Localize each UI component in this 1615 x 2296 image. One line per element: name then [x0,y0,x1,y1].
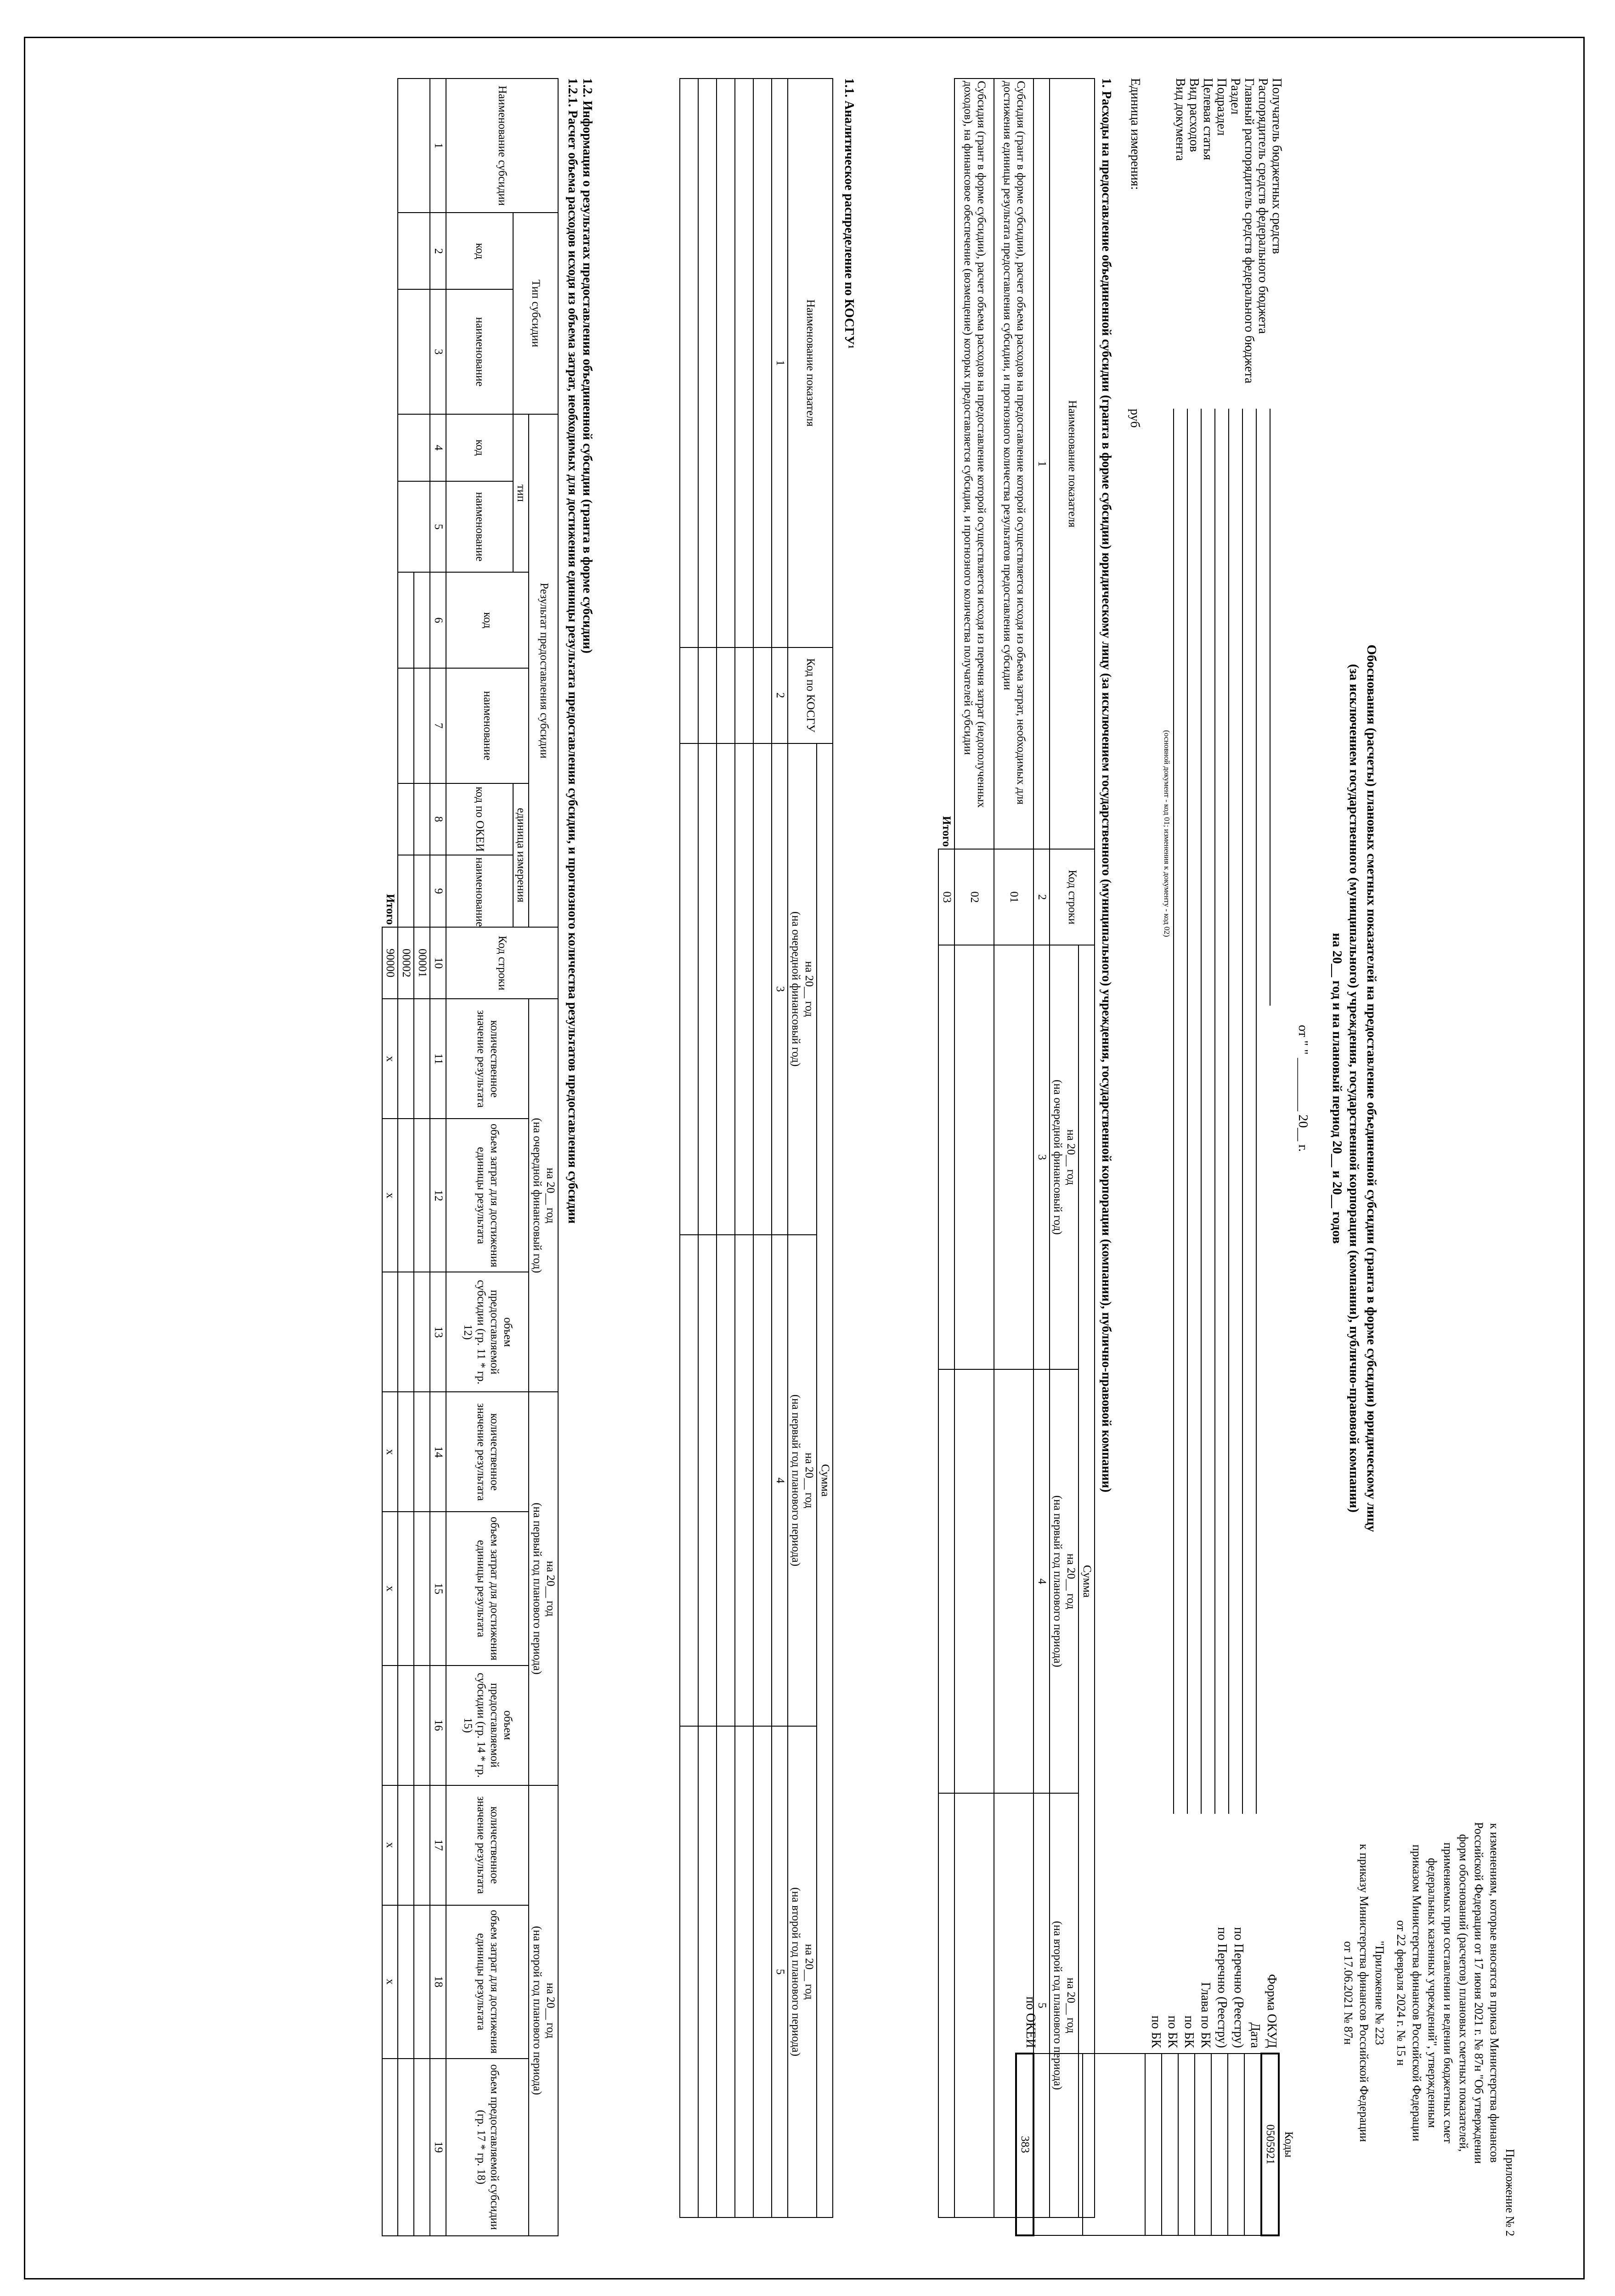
header-line: приказом Министерства финансов Российской Федерации [1410,1844,1424,2142]
s1-y3-sub: (на второй год планового периода) [1051,1921,1064,2090]
code-label: Глава по БК [1198,1982,1213,2048]
s12-header-cost1: объем затрат для достижения единицы результата [446,1119,529,1272]
codes-header: Коды [1282,2131,1295,2158]
s12-total-label: Итого [384,894,396,925]
field-unit: Единица измерения: [1128,78,1142,190]
header-line: Российской Федерации от 17 июня 2021 г. № 87н "Об утверждении [1472,1822,1486,2164]
title-line-3: на 20__ год и на плановый период 20__ и 20__ годов [1329,933,1344,1244]
s1-colnum: 3 [1033,945,1050,1369]
s12-cell [398,79,430,213]
s12-colnum: 18 [430,1905,446,2059]
s11-cell [698,1235,717,1726]
s12-cell [398,855,414,927]
field-line [1270,409,1271,1006]
s12-colnum: 6 [430,572,446,668]
s12-cell [414,1666,430,1785]
code-okei: 383 [1016,2054,1033,2235]
header-line: Приложение № 2 [1503,2149,1517,2236]
s1-cell [954,1369,994,1794]
s12-colnum: 10 [430,927,446,999]
s12-colnum: 4 [430,414,446,481]
s11-cell [680,647,698,743]
s11-cell [680,1726,698,2217]
title-line-1: Обоснования (расчеты) плановых сметных показателей на предоставление объединенной субсидии (гранта в форме субсидии) юридическому лицу [1364,644,1379,1532]
title-line-2: (за исключением государственного (муниципального) учреждения, государственной корпорации (компании), публично-правовой компании) [1347,664,1362,1513]
s1-cell [938,1793,954,2217]
section-1-2-table [382,78,559,2236]
s12-header-line: Код строки [446,927,558,999]
s12-y1-sub: (на очередной финансовый год) [531,1118,544,1273]
appendix-line: "Приложение № 223 [1372,1941,1386,2045]
s12-header-y3 [529,1785,559,2236]
s1-y3-label: на 20__ год [1065,1977,1078,2033]
field-document-type: Вид документа [1173,78,1187,161]
s11-cell [717,743,735,1235]
s11-header-y3 [788,1726,817,2217]
code-cell [1162,2054,1178,2235]
s1-cell [994,945,1033,1369]
header-line: к изменениям, которые вносятся в приказ Министерства финансов [1488,1823,1502,2163]
s12-header-y1 [529,999,559,1392]
field-line [1228,409,1229,1814]
s1-cell [938,945,954,1369]
code-cell [1228,2054,1244,2235]
s1-y1-label: на 20__ год [1065,1129,1078,1185]
s12-header-okei: код по ОКЕИ [446,783,513,855]
s11-y1-label: на 20__ год [803,961,816,1017]
s11-cell [698,647,717,743]
s12-cell [398,289,430,414]
s12-colnum: 17 [430,1785,446,1905]
code-label: Форма ОКУД [1265,1974,1279,2048]
s11-y3-sub: (на второй год планового периода) [790,1887,802,2056]
code-label: по Перечню (Реестру) [1215,1927,1229,2048]
field-target-article: Целевая статья [1201,78,1215,160]
s11-y2-sub: (на первый год планового периода) [790,1394,802,1567]
field-blank [1142,78,1173,383]
s12-header-vol1: объем предоставляемой субсидии (гр. 11 * гр. 12) [446,1272,529,1392]
s12-colnum: 9 [430,855,446,927]
section-1-2-title: 1.2. Информация о результатах предоставления объединенной субсидии (гранта в форме субсидии) [580,78,594,653]
s11-cell [717,1235,735,1726]
s12-colnum: 19 [430,2059,446,2236]
s11-cell [735,743,753,1235]
s12-x: x [382,1392,398,1512]
s12-colnum: 13 [430,1272,446,1392]
header-line: федеральных казенных учреждений", утвержденным [1426,1858,1440,2128]
s12-cell [398,1119,414,1272]
s12-cell [398,414,430,481]
s12-header-unit: единица измерения [513,783,529,927]
s11-cell [698,743,717,1235]
s12-colnum: 5 [430,481,446,572]
s12-cell [398,1392,414,1512]
title-date: от " " ________ 20__ г. [1295,1024,1310,1152]
s11-cell [753,79,772,647]
s11-cell [735,647,753,743]
s12-cell [414,1905,430,2059]
s12-header-vol2: объем предоставляемой субсидии (гр. 14 * гр. 15) [446,1666,529,1785]
rotated-form [62,78,1518,2245]
s12-header-type-name: наименование [446,289,513,414]
s12-cell [398,999,414,1119]
s12-total-code: 90000 [382,927,398,999]
s12-header-type-code: код [446,213,513,289]
appendix-line: к приказу Министерства финансов Российской Федерации [1357,1844,1371,2142]
s11-cell [735,79,753,647]
s12-cell [398,783,414,855]
s12-header-qty1: количественное значение результата [446,999,529,1119]
s12-cell [398,668,414,783]
s12-cell [414,2059,430,2236]
s12-y3-label: на 20__ год [544,1982,557,2038]
s1-header-sum: Сумма [1079,945,1095,2217]
s12-cell [398,2059,414,2236]
header-line: от 22 февраля 2024 г. № 15 н [1395,1920,1408,2066]
s12-colnum: 11 [430,999,446,1119]
s11-header-y1 [788,743,817,1235]
s11-header-sum: Сумма [817,743,833,2217]
s12-header-unit-name: наименование [446,855,513,927]
s12-header-result-name: наименование [446,668,529,783]
s12-header-type: Тип субсидии [513,213,558,414]
s1-colnum: 5 [1033,1793,1050,2217]
s11-cell [753,647,772,743]
s12-y2-sub: (на первый год планового периода) [531,1503,544,1675]
code-label: по БК [1165,2015,1180,2048]
s12-cell [398,481,430,572]
code-okud: 0505921 [1261,2054,1279,2235]
s1-total-label: Итого [940,816,953,847]
s1-cell [954,945,994,1369]
field-line [1187,409,1188,1814]
s12-y3-sub: (на второй год планового периода) [531,1926,544,2095]
s11-cell [717,647,735,743]
code-label: по Перечню (Реестру) [1231,1927,1246,2048]
s12-colnum: 2 [430,213,446,289]
s1-header-y3 [1050,1793,1079,2217]
s11-cell [680,79,698,647]
s12-cell [382,2059,398,2236]
s12-row-code: 00002 [398,927,414,999]
s12-colnum: 7 [430,668,446,783]
s1-colnum: 1 [1033,79,1050,849]
section-1-1-title: 1.1. Аналитическое распределение по КОСГУ¹ [842,78,856,349]
s12-cell [414,1512,430,1665]
code-label: по ОКЕИ [1023,1996,1038,2048]
s11-y2-label: на 20__ год [803,1452,816,1508]
field-line [1214,409,1215,1814]
s12-colnum: 12 [430,1119,446,1272]
field-distributor: Распорядитель средств федерального бюджета [1256,78,1270,334]
s12-cell [414,1272,430,1392]
s1-row-name: Субсидия (грант в форме субсидии), расчет объема расходов на предоставление которой осуществляется исходя из перечня затрат (недополученных доходов), на финансовое обеспечение (возмещение) которых предоставляется субсидия, и прогнозного количества получателей субсидии [954,79,994,849]
s1-header-y2 [1050,1369,1079,1794]
s11-cell [698,1726,717,2217]
s1-y1-sub: (на очередной финансовый год) [1051,1080,1064,1235]
s12-cell [398,1905,414,2059]
s12-colnum: 16 [430,1666,446,1785]
s12-colnum: 1 [430,79,446,213]
s1-colnum: 4 [1033,1369,1050,1794]
appendix-line: от 17.06.2021 № 87н [1342,1941,1355,2045]
s12-cell [398,213,430,289]
s12-y2-label: на 20__ год [544,1560,557,1617]
s12-header-qty2: количественное значение результата [446,1392,529,1512]
code-label: Дата [1248,2022,1262,2048]
field-recipient: Получатель бюджетных средств [1270,78,1284,254]
s12-y1-label: на 20__ год [544,1167,557,1223]
s1-total-code: 03 [938,849,954,945]
s12-header-result-code: код [446,572,529,668]
s12-colnum-row [430,79,446,2236]
code-label: по БК [1149,2015,1163,2048]
s12-header-tip-name: наименование [446,481,513,572]
s11-colnum: 4 [772,1235,788,1726]
unit-value: руб [1128,409,1142,428]
s12-cell [398,1272,414,1392]
s12-header-cost2: объем затрат для достижения единицы результата [446,1512,529,1665]
s12-cell [414,855,430,927]
s12-cell [414,668,430,783]
s1-cell [994,1793,1033,2217]
s1-header-code: Код строки [1050,849,1095,945]
s12-header-qty3: количественное значение результата [446,1785,529,1905]
appendix-header [1340,1750,1518,2236]
s11-y3-label: на 20__ год [803,1944,816,2000]
s12-cell [398,1785,414,1905]
s12-x: x [382,999,398,1119]
s12-cell [382,1666,398,1785]
field-line [1256,409,1257,1814]
section-1-title: 1. Расходы на предоставление объединенной субсидии (гранта в форме субсидии) юридическому лицу (за исключением государственного (муниципального) учреждения, государственной корпорации (компании), публично-правовой компании) [1099,78,1113,1492]
s12-colnum: 8 [430,783,446,855]
s12-header-tip: тип [513,414,529,572]
s11-cell [680,743,698,1235]
field-section: Раздел [1228,78,1242,115]
s12-header-tip-code: код [446,414,513,481]
s11-colnum: 2 [772,647,788,743]
field-line [1201,409,1202,1814]
s12-header-name: Наименование субсидии [446,79,558,213]
code-cell [1145,2054,1162,2235]
s12-header-y2 [529,1392,559,1785]
s12-cell [414,1392,430,1512]
s11-header-name: Наименование показателя [788,79,833,647]
s11-cell [735,1726,753,2217]
s12-cell [414,572,430,668]
s11-colnum: 3 [772,743,788,1235]
form-title [1294,491,1380,1685]
field-expense-type: Вид расходов [1187,78,1201,152]
header-line: применяемых при составлении и ведении бюджетных смет [1441,1842,1455,2144]
s1-cell [954,1793,994,2217]
s12-colnum: 14 [430,1392,446,1512]
field-subsection: Подраздел [1214,78,1229,136]
s12-x: x [382,1119,398,1272]
code-date [1244,2054,1261,2235]
s11-colnum: 1 [772,79,788,647]
s1-cell [938,1369,954,1794]
section-1-1-table [679,78,833,2218]
s12-cell [414,999,430,1119]
field-line [1242,409,1243,1814]
s11-cell [753,1726,772,2217]
s11-cell [717,79,735,647]
code-cell [1178,2054,1195,2235]
s11-cell [753,1235,772,1726]
s1-header-y1 [1050,945,1079,1369]
s11-cell [680,1235,698,1726]
s12-x: x [382,1905,398,2059]
s12-cell [382,1272,398,1392]
s11-cell [717,1726,735,2217]
s12-header-cost3: объем затрат для достижения единицы результата [446,1905,529,2059]
s1-header-name: Наименование показателя [1050,79,1095,849]
s11-colnum: 5 [772,1726,788,2217]
s11-header-code: Код по КОСГУ [788,647,833,743]
s1-y2-sub: (на первый год планового периода) [1051,1495,1064,1667]
section-1-table [938,78,1095,2218]
s1-cell [994,1369,1033,1794]
s1-row-name: Субсидия (грант в форме субсидии), расчет объема расходов на предоставление которой осуществляется исходя из объема затрат, необходимых для достижения единицы результата предоставления субсидии, и прогнозного количества результатов предоставления субсидии [994,79,1033,849]
s1-y2-label: на 20__ год [1065,1553,1078,1609]
code-label: по БК [1182,2015,1196,2048]
s12-cell [398,1512,414,1665]
doc-hint: (основной документ - код 01; изменения к документу - код 02) [1163,730,1171,937]
s12-x: x [382,1512,398,1665]
s12-row-code: 00001 [414,927,430,999]
s12-header-result: Результат предоставления субсидии [529,414,559,927]
s12-cell [414,783,430,855]
s1-row-code: 01 [994,849,1033,945]
code-cell [1195,2054,1211,2235]
s12-cell [414,1785,430,1905]
s11-cell [753,743,772,1235]
header-line: форм обоснований (расчетов) плановых сметных показателей, [1457,1834,1470,2152]
s12-cell [414,1119,430,1272]
s11-cell [735,1235,753,1726]
code-cell [1211,2054,1228,2235]
s12-cell [398,1666,414,1785]
s1-row-code: 02 [954,849,994,945]
field-main-distributor: Главный распорядитель средств федерального бюджета [1242,78,1256,383]
s12-cell [398,572,414,668]
fields-block [1128,78,1283,383]
s1-colnum: 2 [1033,849,1050,945]
s12-header-vol3: объем предоставляемой субсидии (гр. 17 * гр. 18) [446,2059,529,2236]
s12-x: x [382,1785,398,1905]
s11-header-y2 [788,1235,817,1726]
field-line [1173,409,1174,1814]
s11-y1-sub: (на очередной финансовый год) [790,911,802,1067]
section-1-2-1-title: 1.2.1. Расчет объема расходов исходя из объема затрат, необходимых для достижения единицы результата предоставления субсидии, и прогнозного количества результатов предоставления субсидии [565,78,580,1224]
s12-colnum: 15 [430,1512,446,1665]
s12-colnum: 3 [430,289,446,414]
s11-cell [698,79,717,647]
